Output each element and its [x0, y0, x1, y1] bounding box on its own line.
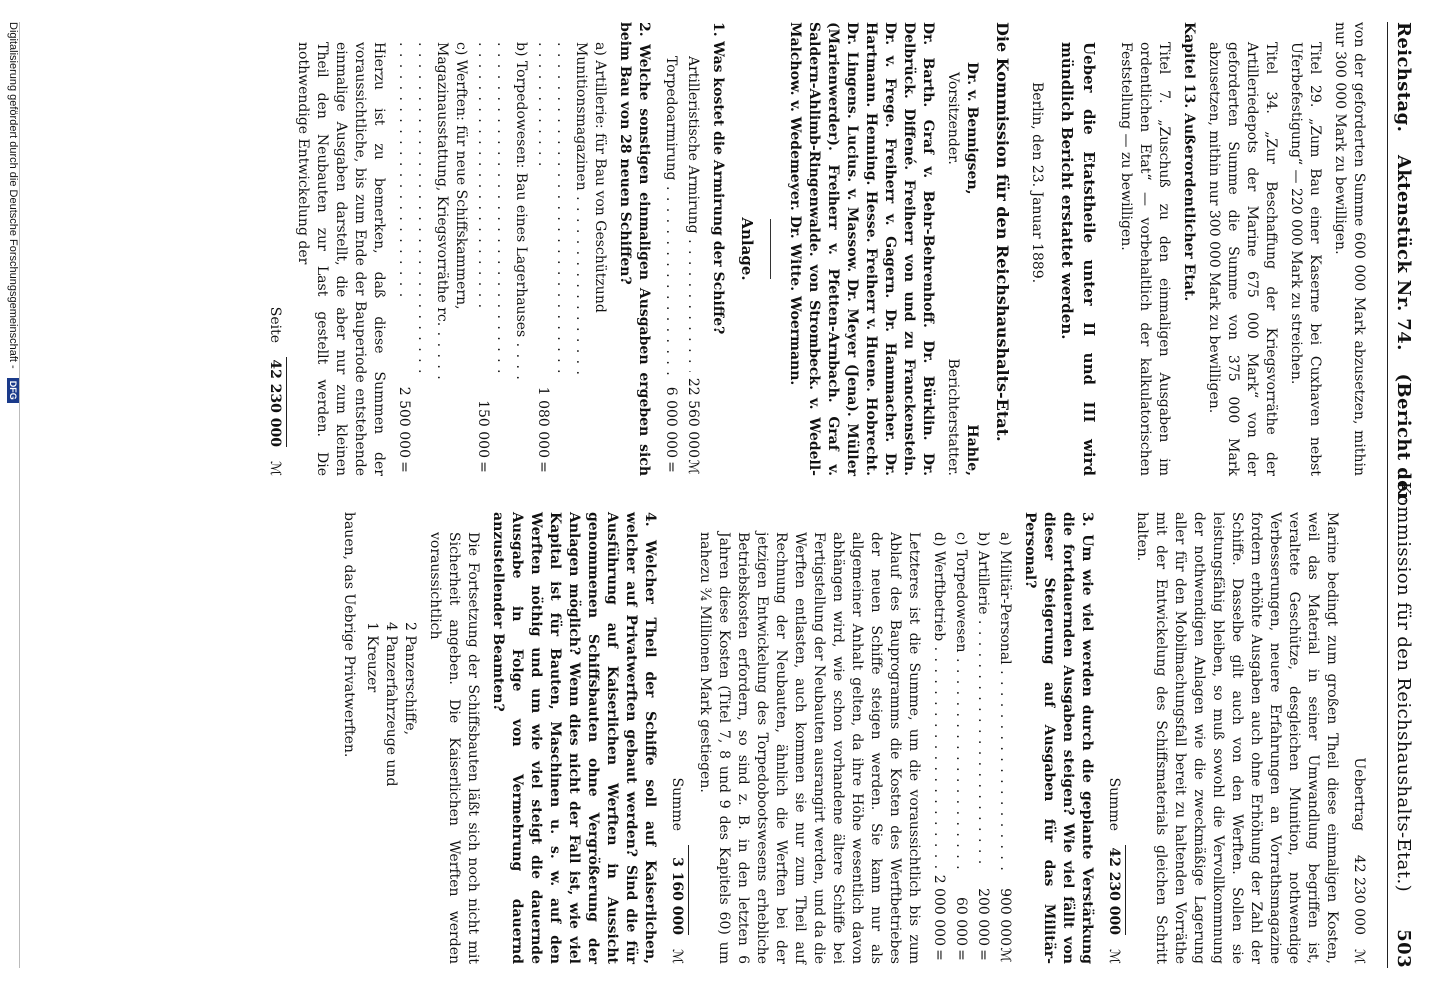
dfg-logo: DFG [7, 378, 19, 403]
note-paragraph: Hierzu ist zu bemerken, daß diese Summen der voraussichtliche, bis zum Ende der Bauperiode entstehende einmalige Ausgaben darstellt, die aber nur zum kleinen Theil den Neubauten zur Last gestellt werden. Die nothwendige Entwickelung der [295, 42, 387, 476]
question-1 [708, 22, 727, 476]
list-item: 1 Kreuzer [364, 622, 380, 693]
question-1-number: 1. [710, 22, 726, 37]
row-unit: ℳ [685, 459, 701, 475]
carry-unit: ℳ [1351, 949, 1367, 964]
sum-label: Summe [1106, 777, 1122, 832]
paragraph-marine-costs: Marine bedingt zum großen Theil diese einmaligen Kosten, weil das Material in seiner Umwandlung begriffen ist, veraltete Geschütze, desgleichen Munition, nothwendige Verbesserungen, neuere Erfahrungen an Vorrathsmagazine fordern erhöhte Ausgaben auch ohne Erhöhung der Zahl der Schiffe. Dasselbe gilt auch von den Werften. Sollen sie leistungsfähig bleiben, so muß sowohl die Vervollkommnung der nothwendigen Anlagen wie die zweckmäßige Lagerung aller für den Mobilmachungsfall bereit zu haltenden Vorräthe mit der Entwickelung des Schiffsmaterials gleichen Schritt halten. [1134, 512, 1340, 964]
anlage-heading: Anlage. [738, 217, 756, 281]
row-label: Artilleristische Armirung . . . [683, 56, 702, 372]
row-value: 6 000 000 [663, 386, 679, 458]
paragraph-private-werften: bauen, das Uebrige Privatwerften. [341, 512, 357, 758]
row-label: b) Artillerie . . . [973, 532, 992, 870]
chair-role: Vorsitzender. [945, 72, 961, 165]
header-report-title: Kommission für den Reichshaushalts-Etat.) [1393, 481, 1414, 892]
row-label: c) Werften: für neue Schiffskammern, Magazinausstattung, Kriegsvorräthe rc. . . . [394, 42, 470, 381]
left-column [257, 22, 1368, 476]
sum-label: Summe [669, 777, 685, 832]
rapporteur-name: Hahle, [964, 424, 980, 476]
row-unit: = [535, 461, 551, 473]
header-report-prefix: (Bericht der [1393, 373, 1414, 502]
question-2 [615, 22, 653, 476]
kapitel-13-heading: Kapitel 13. Außerordentlicher Etat. [1181, 22, 1197, 302]
table-row [973, 532, 992, 964]
row-unit: = [931, 949, 947, 961]
paragraph-titel-29: Titel 29. „Zum Bau einer Kaserne bei Cuxhaven nebst Uferbefestigung“ — 220 000 Mark zu streichen. [1288, 42, 1323, 476]
row-label: b) Torpedowesen: Bau eines Lagerhauses . . . [473, 42, 530, 382]
paragraph-shipbuilding: Die Fortsetzung der Schiffsbauten läßt sich noch nicht mit Sicherheit angeben. Die Kaiserlichen Werften werden voraussichtlich [427, 532, 481, 964]
row-value: 22 560 000 [685, 377, 701, 458]
member-list: Dr. Barth. Graf v. Behr-Behrenhoff. Dr. Bürklin. Dr. Delbrück. Diffené. Freiherr von und zu Franckenstein. Dr. v. Frege. Freiherr v. Gagern. Dr. Hammacher. Dr. Hartmann. Henning. Hesse. Freiherr v. Huene. Hobrecht. Dr. Lingens. Lucius. v. Massow. Dr. Meyer (Jena). Müller (Marienwerder). Freiherr v. Pfetten-Arnbach. Graf v. Saldern-Ahlimb-Ringenwalde. von Strombeck. v. Wedell-Malchow. v. Wedemeyer. Dr. Witte. Woermann. [787, 22, 936, 476]
page-header [1387, 22, 1418, 968]
sum-unit: ℳ [669, 949, 685, 964]
header-left [1393, 22, 1414, 518]
row-label: d) Werftbetrieb . . . [929, 532, 948, 869]
sum-value: 42 230 000 [265, 357, 287, 447]
chair-name: Dr. v. Bennigsen, [964, 62, 980, 195]
table-row [661, 56, 680, 476]
question-4 [488, 512, 659, 964]
page-footer [3, 22, 20, 968]
header-file-number: Aktenstück Nr. 74. [1393, 154, 1414, 351]
table-row [473, 42, 530, 476]
chair-signature [943, 22, 981, 195]
page-sum [265, 22, 287, 476]
separator-rule [770, 219, 771, 279]
paragraph-werft-costs: Letzteres ist die Summe, um die voraussichtlich bis zum Ablauf des Bauprogramms die Kosten des Werftbetriebes der neuen Schiffe steigen werden. Sie kann nur als allgemeiner Anhalt gelten, da ihre Höhe wesentlich davon abhängen wird, wie schon vorhandene ältere Schiffe bei Fertigstellung der Neubauten ausrangirt werden, und da die Werften entlasten, auch kommen sie nur zum Theil auf Rechnung der Neubauten, ähnlich die Werften bei der jetzigen Entwickelung des Torpedobootswesens erhebliche Betriebskosten erfordern, so sind z. B. in den letzten 6 Jahren diese Kosten (Titel 7, 8 und 9 des Kapitels 60) um nahezu ¾ Millionen Mark gestiegen. [697, 532, 922, 964]
table-row [929, 532, 948, 964]
question-4-text: Welcher Theil der Schiffe soll auf Kaiserlichen, welcher auf Privatwerften gebaut werden? Sind die für Ausführung auf Kaiserlichen Werften in Aussicht genommenen Schiffsbauten ohne Vergrößerung der Anlagen möglich? Wenn dies nicht der Fall ist, wie viel Kapital ist für Bauten, Maschinen u. s. w. auf den Werften nöthig und um wie viel steigt die dauernde Ausgabe in Folge von Vermehrung dauernd anzustellender Beamten? [490, 512, 658, 964]
row-value: 150 000 [475, 400, 491, 458]
row-value: 2 500 000 [396, 386, 412, 458]
question-4-number: 4. [642, 512, 658, 527]
paragraph-sum-reduction: von der geforderten Summe 600 000 Mark abzusetzen, mithin nur 300 000 Mark zu bewilligen. [1332, 22, 1367, 476]
question-3 [1020, 512, 1096, 964]
question-1-table [661, 22, 702, 476]
row-unit: ℳ [997, 947, 1013, 963]
place-date: Berlin, den 23. Januar 1889. [1029, 82, 1045, 284]
question-2-text: Welche sonstigen einmaligen Ausgaben ergeben sich beim Bau von 28 neuen Schiffen? [617, 22, 652, 476]
row-unit: = [396, 461, 412, 473]
rapporteur-signature [943, 358, 981, 476]
paragraph-titel-7: Titel 7. „Zuschuß zu den einmaligen Ausgaben im ordentlichen Etat“ — vorbehaltlich der kalkulatorischen Feststellung — zu bewilligen. [1118, 42, 1172, 476]
list-item: 4 Panzerfahrzeuge und [383, 622, 399, 787]
sum-label: Seite [267, 306, 283, 344]
rapporteur-role: Berichterstatter. [945, 358, 961, 476]
row-label: a) Artillerie: für Bau von Geschützund Munitionsmagazinen . . . [533, 42, 609, 381]
question-3-table [929, 512, 1014, 964]
ship-list [362, 512, 419, 964]
row-unit: = [953, 949, 969, 961]
sum-value: 42 230 000 [1104, 845, 1126, 935]
footer-funding-note: Digitalisierung gefördert durch die Deutsche Forschungsgemeinschaft - [7, 22, 19, 369]
row-value: 2 000 000 [931, 874, 947, 946]
question-2-table [394, 22, 609, 476]
question-3-number: 3. [1079, 512, 1095, 527]
question-1-text: Was kostet die Armirung der Schiffe? [710, 41, 726, 335]
header-right [1393, 482, 1414, 908]
carry-label: Uebertrag [1351, 757, 1367, 832]
row-label: c) Torpedowesen . . . [951, 532, 970, 870]
oral-report-statement: Ueber die Etatstheile unter II und III wird mündlich Bericht erstattet werden. [1058, 42, 1098, 476]
table-row [533, 42, 609, 476]
question-2-number: 2. [636, 22, 652, 37]
row-unit: = [475, 461, 491, 473]
row-label: a) Militär-Personal . . . [995, 532, 1014, 870]
sum-1 [1104, 512, 1126, 964]
carry-over [1349, 512, 1368, 964]
commission-title: Die Kommission für den Reichshaushalts-Etat. [993, 22, 1012, 442]
row-value: 900 000 [997, 888, 1013, 946]
paragraph-titel-34: Titel 34. „Zur Beschaffung der Kriegsvorräthe der Artilleriedepots der Marine 675 000 Mark“ von der geforderten Summe die Summe von 375 000 Mark abzusetzen, mithin nur 300 000 Mark zu bewilligen. [1206, 42, 1279, 476]
row-unit: = [663, 461, 679, 473]
row-unit: = [975, 949, 991, 961]
signatories [943, 22, 981, 476]
row-value: 200 000 [975, 888, 991, 946]
table-row [683, 56, 702, 476]
table-row [394, 42, 470, 476]
sum-value: 3 160 000 [667, 845, 689, 935]
sum-unit: ℳ [1106, 949, 1122, 964]
sum-2 [667, 512, 689, 964]
table-row [951, 532, 970, 964]
header-chamber: Reichstag. [1393, 22, 1414, 133]
sum-unit: ℳ [267, 461, 283, 476]
row-value: 1 080 000 [535, 386, 551, 458]
page-number: 503 [1393, 929, 1414, 968]
table-row [995, 532, 1014, 964]
right-column [333, 512, 1368, 964]
row-value: 60 000 [953, 897, 969, 946]
carry-value: 42 230 000 [1351, 854, 1367, 936]
list-item: 2 Panzerschiffe, [402, 622, 418, 736]
question-3-text: Um wie viel werden durch die geplante Verstärkung die fortdauernden Ausgaben steigen? Wie viel fällt von dieser Steigerung auf Ausgaben für das Militär-Personal? [1022, 512, 1095, 964]
row-label: Torpedoarmirung . . . [661, 56, 680, 381]
